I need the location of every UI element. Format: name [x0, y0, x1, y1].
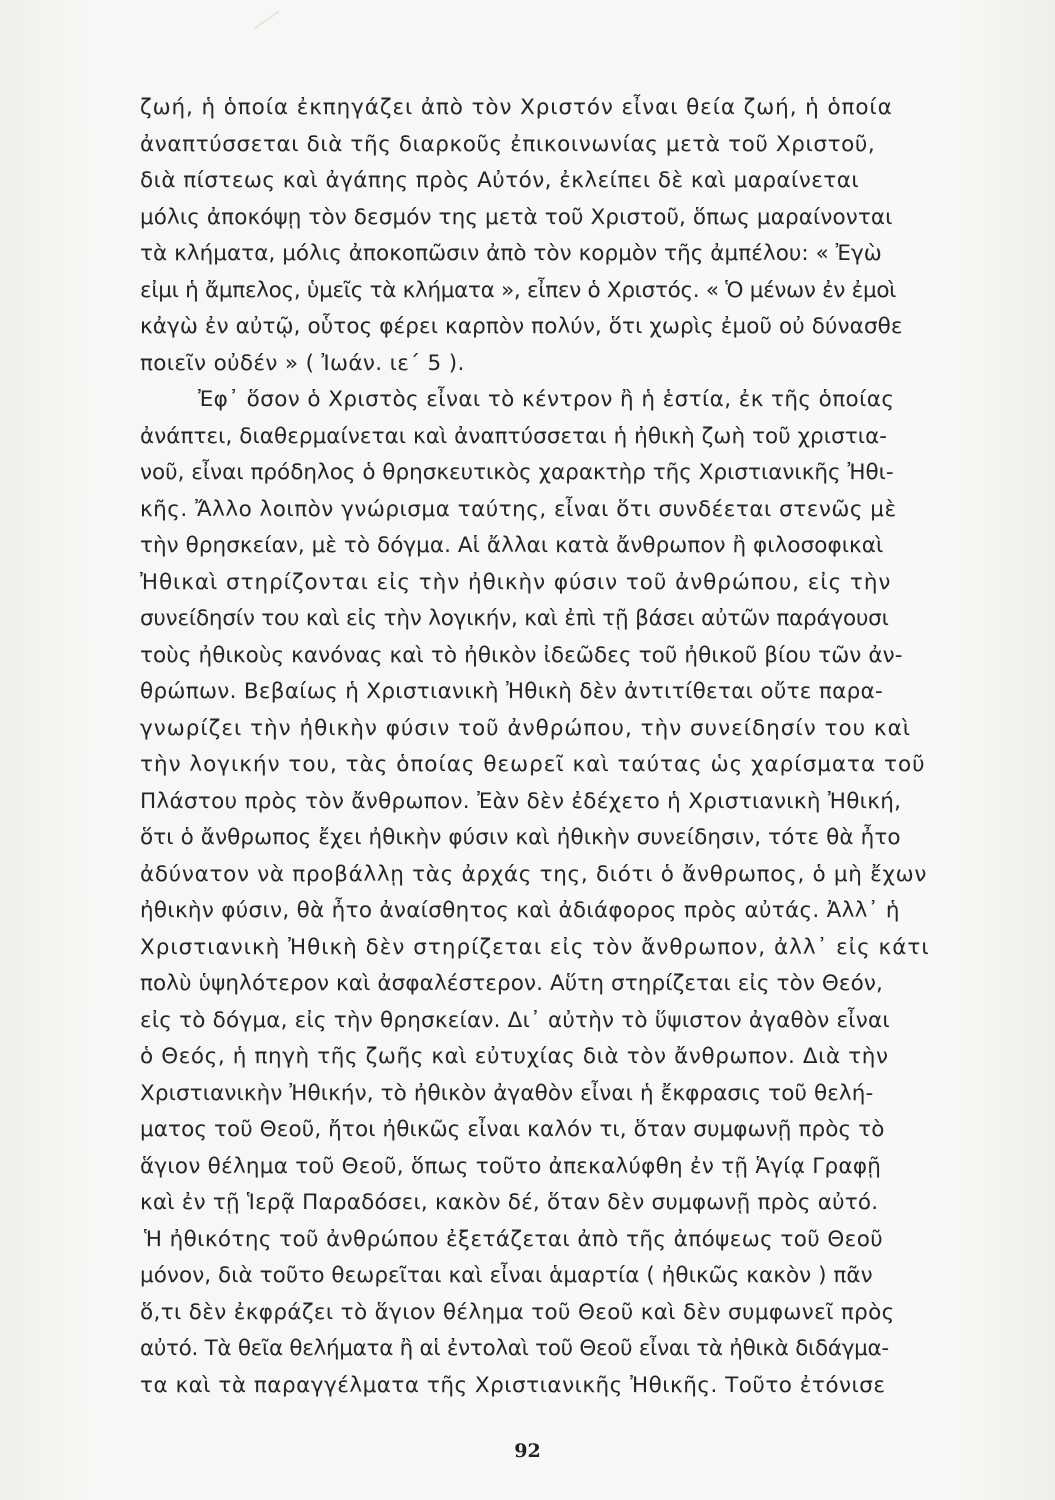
text-line: ἅγιον θέλημα τοῦ Θεοῦ, ὅπως τοῦτο ἀπεκαλύφθη ἐν τῇ Ἁγίᾳ Γραφῇ: [140, 1153, 882, 1179]
text-line: Ἐφ᾽ ὅσον ὁ Χριστὸς εἶναι τὸ κέντρον ἢ ἡ ἑστία, ἐκ τῆς ὁποίας: [198, 387, 895, 412]
text-line: Πλάστου πρὸς τὸν ἄνθρωπον. Ἐὰν δὲν ἐδέχετο ἡ Χριστιανικὴ Ἠθική,: [140, 788, 902, 814]
text-line: μόλις ἀποκόψῃ τὸν δεσμόν της μετὰ τοῦ Χριστοῦ, ὅπως μαραίνονται: [140, 204, 893, 230]
scan-smudge: [254, 11, 287, 40]
text-line: συνείδησίν του καὶ εἰς τὴν λογικήν, καὶ ἐπὶ τῇ βάσει αὐτῶν παράγουσι: [140, 606, 889, 631]
text-line: ὅ,τι δὲν ἐκφράζει τὸ ἅγιον θέλημα τοῦ Θεοῦ καὶ δὲν συμφωνεῖ πρὸς: [140, 1299, 895, 1325]
text-line: ἠθικὴν φύσιν, θὰ ἦτο ἀναίσθητος καὶ ἀδιάφορος πρὸς αὐτάς. Ἀλλ᾽ ἡ: [140, 898, 900, 923]
text-line: ματος τοῦ Θεοῦ, ἤτοι ἠθικῶς εἶναι καλόν τι, ὅταν συμφωνῇ πρὸς τὸ: [140, 1117, 885, 1142]
text-line: διὰ πίστεως καὶ ἀγάπης πρὸς Αὐτόν, ἐκλείπει δὲ καὶ μαραίνεται: [140, 168, 860, 193]
text-line: κῆς. Ἄλλο λοιπὸν γνώρισμα ταύτης, εἶναι ὅτι συνδέεται στενῶς μὲ: [140, 496, 897, 522]
text-line: Ἠθικαὶ στηρίζονται εἰς τὴν ἠθικὴν φύσιν τοῦ ἀνθρώπου, εἰς τὴν: [140, 569, 892, 595]
text-line: πολὺ ὑψηλότερον καὶ ἀσφαλέστερον. Αὕτη στηρίζεται εἰς τὸν Θεόν,: [140, 971, 883, 996]
text-line: Χριστιανικὴ Ἠθικὴ δὲν στηρίζεται εἰς τὸν ἄνθρωπον, ἀλλ᾽ εἰς κάτι: [140, 934, 930, 960]
text-line: εἰμι ἡ ἄμπελος, ὑμεῖς τὰ κλήματα », εἶπεν ὁ Χριστός. « Ὁ μένων ἐν ἐμοὶ: [140, 277, 897, 303]
text-line: Χριστιανικὴν Ἠθικήν, τὸ ἠθικὸν ἀγαθὸν εἶναι ἡ ἔκφρασις τοῦ θελή-: [140, 1080, 874, 1106]
text-line: νοῦ, εἶναι πρόδηλος ὁ θρησκευτικὸς χαρακτὴρ τῆς Χριστιανικῆς Ἠθι-: [140, 460, 894, 485]
text-line: ὅτι ὁ ἄνθρωπος ἔχει ἠθικὴν φύσιν καὶ ἠθικὴν συνείδησιν, τότε θὰ ἦτο: [140, 825, 901, 850]
text-line: εἰς τὸ δόγμα, εἰς τὴν θρησκείαν. Δι᾽ αὐτὴν τὸ ὕψιστον ἀγαθὸν εἶναι: [140, 1007, 890, 1033]
body-text: [140, 90, 1020, 1404]
text-line: γνωρίζει τὴν ἠθικὴν φύσιν τοῦ ἀνθρώπου, τὴν συνείδησίν του καὶ: [140, 715, 912, 741]
text-line: αὐτό. Τὰ θεῖα θελήματα ἢ αἱ ἐντολαὶ τοῦ Θεοῦ εἶναι τὰ ἠθικὰ διδάγμα-: [140, 1336, 889, 1361]
text-line: ἀναπτύσσεται διὰ τῆς διαρκοῦς ἐπικοινωνίας μετὰ τοῦ Χριστοῦ,: [140, 131, 876, 157]
text-line: ὁ Θεός, ἡ πηγὴ τῆς ζωῆς καὶ εὐτυχίας διὰ τὸν ἄνθρωπον. Διὰ τὴν: [140, 1044, 889, 1069]
text-line: κἀγὼ ἐν αὐτῷ, οὗτος φέρει καρπὸν πολύν, ὅτι χωρὶς ἐμοῦ οὐ δύνασθε: [140, 314, 903, 339]
text-line: ποιεῖν οὐδέν » ( Ἰωάν. ιε΄ 5 ).: [140, 350, 465, 376]
text-line: καὶ ἐν τῇ Ἱερᾷ Παραδόσει, κακὸν δέ, ὅταν δὲν συμφωνῇ πρὸς αὐτό.: [140, 1190, 879, 1215]
text-line: μόνον, διὰ τοῦτο θεωρεῖται καὶ εἶναι ἁμαρτία ( ἠθικῶς κακὸν ) πᾶν: [140, 1263, 873, 1288]
text-line: Ἡ ἠθικότης τοῦ ἀνθρώπου ἐξετάζεται ἀπὸ τῆς ἀπόψεως τοῦ Θεοῦ: [144, 1226, 884, 1252]
text-line: ἀνάπτει, διαθερμαίνεται καὶ ἀναπτύσσεται ἡ ἠθικὴ ζωὴ τοῦ χριστια-: [140, 423, 888, 449]
text-line: θρώπων. Βεβαίως ἡ Χριστιανικὴ Ἠθικὴ δὲν ἀντιτίθεται οὔτε παρα-: [140, 679, 884, 704]
text-line: τὰ κλήματα, μόλις ἀποκοπῶσιν ἀπὸ τὸν κορμὸν τῆς ἀμπέλου: « Ἐγὼ: [140, 241, 882, 266]
page-number: 92: [514, 1440, 541, 1462]
text-line: τοὺς ἠθικοὺς κανόνας καὶ τὸ ἠθικὸν ἰδεῶδες τοῦ ἠθικοῦ βίου τῶν ἀν-: [140, 642, 903, 668]
text-line: τα καὶ τὰ παραγγέλματα τῆς Χριστιανικῆς Ἠθικῆς. Τοῦτο ἐτόνισε: [140, 1372, 886, 1398]
text-line: τὴν θρησκείαν, μὲ τὸ δόγμα. Αἱ ἄλλαι κατὰ ἄνθρωπον ἢ φιλοσοφικαὶ: [140, 533, 884, 558]
text-line: τὴν λογικήν του, τὰς ὁποίας θεωρεῖ καὶ ταύτας ὡς χαρίσματα τοῦ: [140, 752, 926, 777]
text-line: ζωή, ἡ ὁποία ἐκπηγάζει ἀπὸ τὸν Χριστόν εἶναι θεία ζωή, ἡ ὁποία: [140, 95, 893, 120]
text-line: ἀδύνατον νὰ προβάλλῃ τὰς ἀρχάς της, διότι ὁ ἄνθρωπος, ὁ μὴ ἔχων: [140, 861, 928, 887]
